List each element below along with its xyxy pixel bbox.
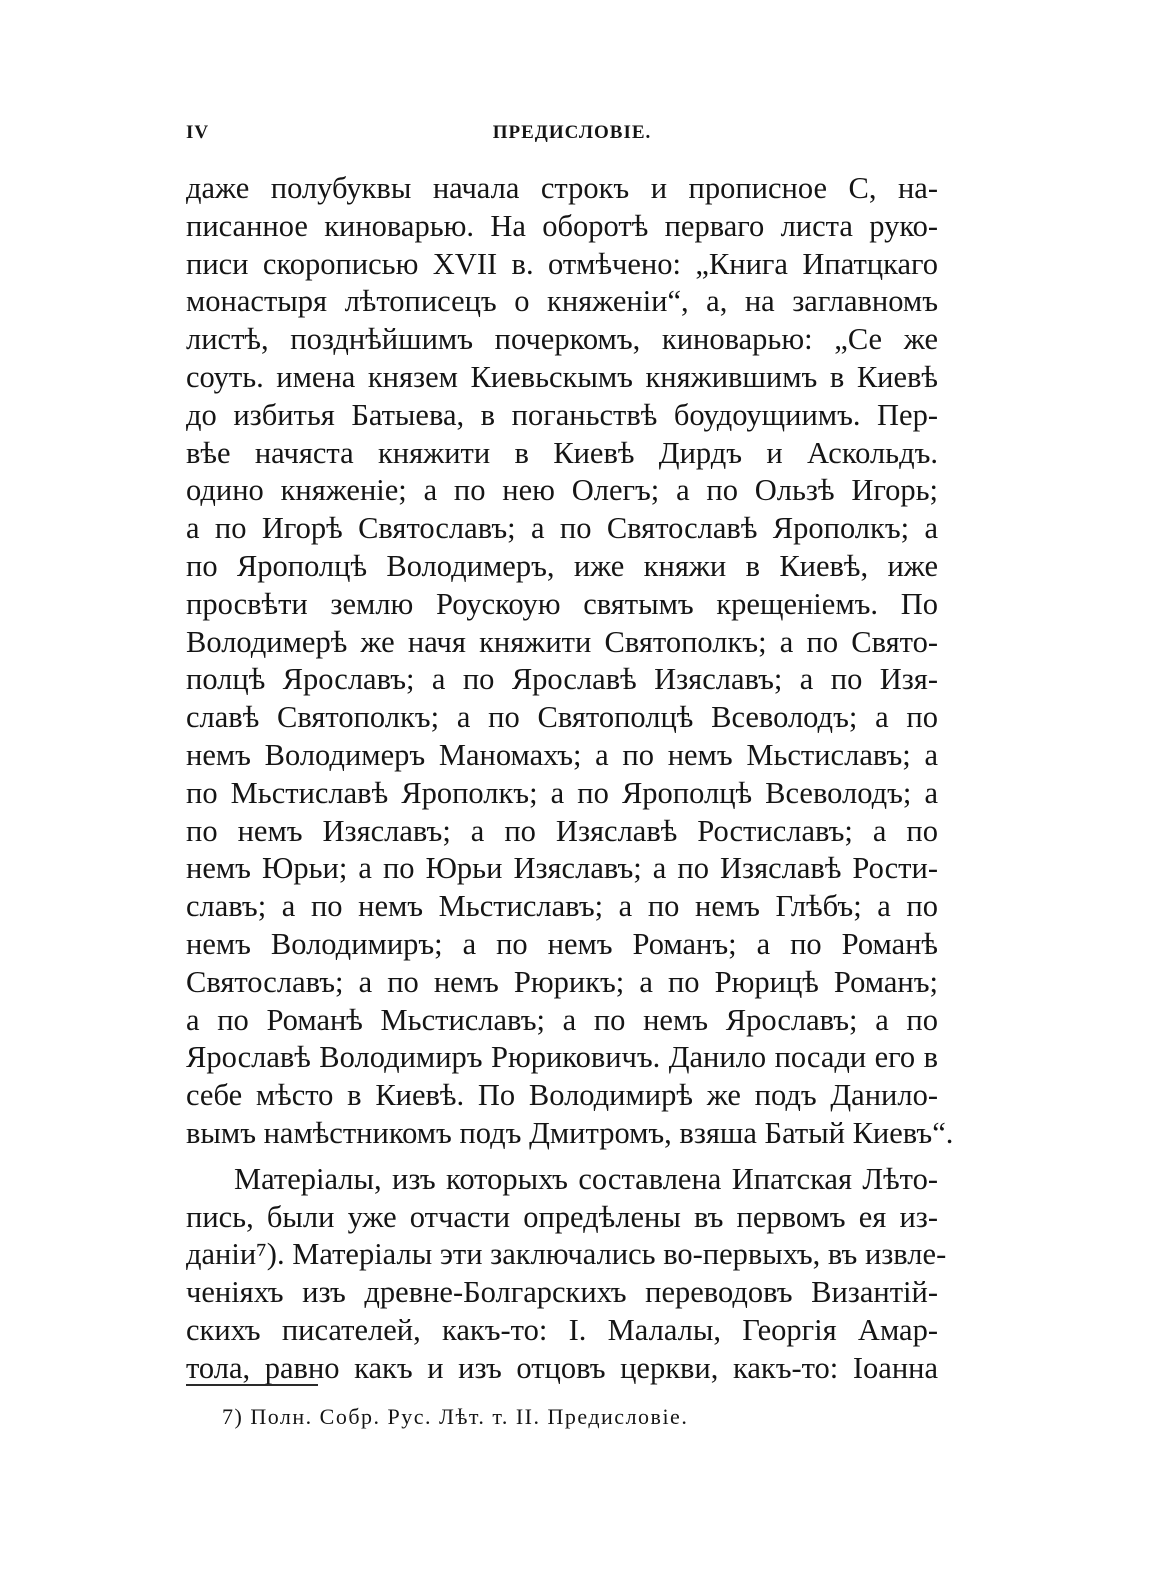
text-line: листѣ, позднѣйшимъ почеркомъ, киноварью: „Се же bbox=[186, 322, 938, 357]
text-line: по Ярополцѣ Володимеръ, иже княжи в Киевѣ, иже bbox=[186, 548, 938, 583]
paragraph bbox=[186, 1161, 947, 1388]
text-line: соуть. имена князем Киевьскымъ княжившимъ в Киевѣ bbox=[186, 359, 938, 394]
text-line: немъ Володимеръ Маномахъ; а по немъ Мьстиславъ; а bbox=[186, 737, 938, 772]
text-line: Володимерѣ же начя княжити Святополкъ; а по Свято- bbox=[186, 624, 938, 659]
running-head bbox=[186, 122, 938, 152]
text-line: Матеріалы, изъ которыхъ составлена Ипатская Лѣто- bbox=[234, 1161, 938, 1196]
text-line: немъ Юрьи; а по Юрьи Изяславъ; а по Изяславѣ Рости- bbox=[186, 851, 938, 886]
text-line: до избитья Батыева, в поганьствѣ боудоущиимъ. Пер- bbox=[186, 397, 938, 432]
page-number: IV bbox=[186, 122, 210, 143]
text-line: себе мѣсто в Киевѣ. По Володимирѣ же подъ Данило- bbox=[186, 1078, 938, 1113]
text-line: по немъ Изяславъ; а по Изяславѣ Ростиславъ; а по bbox=[186, 813, 938, 848]
text-line: Ярославѣ Володимиръ Рюриковичъ. Данило посади его в bbox=[186, 1040, 938, 1075]
text-line: вѣе начяста княжити в Киевѣ Дирдъ и Аскольдъ. bbox=[186, 435, 938, 470]
footnote-divider bbox=[186, 1384, 318, 1386]
text-line: по Мьстиславѣ Ярополкъ; а по Ярополцѣ Всеволодъ; а bbox=[186, 775, 938, 810]
text-line: ченіяхъ изъ древне-Болгарскихъ переводовъ Византій- bbox=[186, 1275, 938, 1310]
text-line: писи скорописью XVII в. отмѣчено: „Книга Ипатцкаго bbox=[186, 246, 938, 281]
text-line: Святославъ; а по немъ Рюрикъ; а по Рюрицѣ Романъ; bbox=[186, 964, 938, 999]
footnote: 7) Полн. Собр. Рус. Лѣт. т. II. Предисловіе. bbox=[222, 1404, 689, 1429]
text-line: немъ Володимиръ; а по немъ Романъ; а по Романѣ bbox=[186, 926, 938, 961]
text-line: скихъ писателей, какъ-то: І. Малалы, Георгія Амар- bbox=[186, 1312, 938, 1347]
text-line: одино княженіе; а по нею Олегъ; а по Ользѣ Игорь; bbox=[186, 473, 938, 508]
text-line: тола, равно какъ и изъ отцовъ церкви, какъ-то: Іоанна bbox=[186, 1350, 938, 1385]
text-line: а по Романѣ Мьстиславъ; а по немъ Ярославъ; а по bbox=[186, 1002, 938, 1037]
text-line: а по Игорѣ Святославъ; а по Святославѣ Ярополкъ; а bbox=[186, 511, 938, 546]
text-line: пись, были уже отчасти опредѣлены въ первомъ ея из- bbox=[186, 1199, 938, 1234]
body-text bbox=[186, 170, 954, 1388]
text-line: просвѣти землю Роускоую святымъ крещеніемъ. По bbox=[186, 586, 938, 621]
text-line: славѣ Святополкъ; а по Святополцѣ Всеволодъ; а по bbox=[186, 700, 938, 735]
text-line: полцѣ Ярославъ; а по Ярославѣ Изяславъ; а по Изя- bbox=[186, 662, 938, 697]
text-line: славъ; а по немъ Мьстиславъ; а по немъ Глѣбъ; а по bbox=[186, 889, 938, 924]
page-title: ПРЕДИСЛОВІЕ. bbox=[492, 122, 652, 143]
text-line: даже полубуквы начала строкъ и прописное С, на- bbox=[186, 171, 938, 205]
text-line: даніи⁷). Матеріалы эти заключались во-первыхъ, въ извле- bbox=[186, 1237, 947, 1272]
paragraph-gap bbox=[186, 1153, 938, 1161]
text-line: вымъ намѣстникомъ подъ Дмитромъ, взяша Батый Киевъ“. bbox=[186, 1115, 954, 1150]
text-line: монастыря лѣтописецъ о княженіи“, а, на заглавномъ bbox=[186, 284, 938, 319]
paragraph bbox=[186, 170, 954, 1153]
text-line: писанное киноварью. На оборотѣ перваго листа руко- bbox=[186, 208, 938, 243]
